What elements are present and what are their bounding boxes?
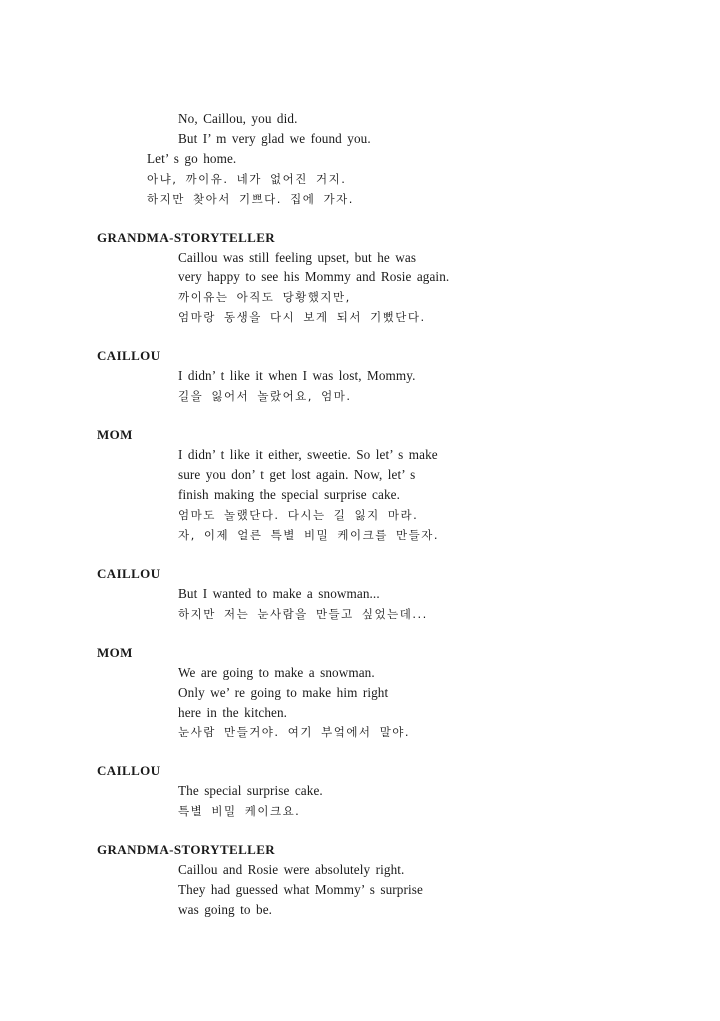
- dialogue-line: But I’ m very glad we found you.: [178, 131, 371, 146]
- dialogue-line: We are going to make a snowman.: [178, 665, 375, 680]
- dialogue-line: But I wanted to make a snowman...: [178, 586, 380, 601]
- dialogue-line: here in the kitchen.: [178, 705, 288, 720]
- speaker-name: MOM: [97, 645, 133, 660]
- dialogue-line-korean: 엄마랑 동생을 다시 보게 되서 기뻤단다.: [178, 310, 426, 324]
- dialogue-line: finish making the special surprise cake.: [178, 487, 401, 502]
- speaker-name: CAILLOU: [97, 763, 161, 778]
- dialogue-line: They had guessed what Mommy’ s surprise: [178, 882, 423, 897]
- dialogue-line: Let’ s go home.: [147, 151, 237, 166]
- dialogue-line: Only we’ re going to make him right: [178, 685, 389, 700]
- dialogue-line-korean: 까이유는 아직도 당황했지만,: [178, 290, 351, 304]
- speaker-name: CAILLOU: [97, 566, 161, 581]
- dialogue-line: The special surprise cake.: [178, 783, 323, 798]
- dialogue-line: I didn’ t like it when I was lost, Mommy.: [178, 368, 416, 383]
- dialogue-line: sure you don’ t get lost again. Now, let’ s: [178, 467, 416, 482]
- dialogue-line-korean: 눈사람 만들거야. 여기 부엌에서 말야.: [178, 725, 411, 739]
- dialogue-line-korean: 하지만 찾아서 기쁘다. 집에 가자.: [147, 192, 354, 206]
- dialogue-line-korean: 자, 이제 얼른 특별 비밀 케이크를 만들자.: [178, 528, 439, 542]
- speaker-name: CAILLOU: [97, 348, 161, 363]
- dialogue-line-korean: 아냐, 까이유. 네가 없어진 거지.: [147, 172, 347, 186]
- dialogue-line-korean: 하지만 저는 눈사람을 만들고 싶었는데...: [178, 607, 428, 621]
- speaker-name: MOM: [97, 427, 133, 442]
- speaker-name: GRANDMA-STORYTELLER: [97, 230, 276, 245]
- dialogue-line-korean: 특별 비밀 케이크요.: [178, 804, 301, 818]
- dialogue-line: Caillou was still feeling upset, but he was: [178, 250, 417, 265]
- dialogue-line: was going to be.: [178, 902, 273, 917]
- dialogue-line: No, Caillou, you did.: [178, 111, 298, 126]
- dialogue-line: very happy to see his Mommy and Rosie again.: [178, 269, 450, 284]
- dialogue-line: I didn’ t like it either, sweetie. So let’ s make: [178, 447, 438, 462]
- speaker-name: GRANDMA-STORYTELLER: [97, 842, 276, 857]
- dialogue-line-korean: 길을 잃어서 놀랐어요, 엄마.: [178, 389, 352, 403]
- dialogue-line-korean: 엄마도 놀랬단다. 다시는 길 잃지 마라.: [178, 508, 419, 522]
- dialogue-line: Caillou and Rosie were absolutely right.: [178, 862, 405, 877]
